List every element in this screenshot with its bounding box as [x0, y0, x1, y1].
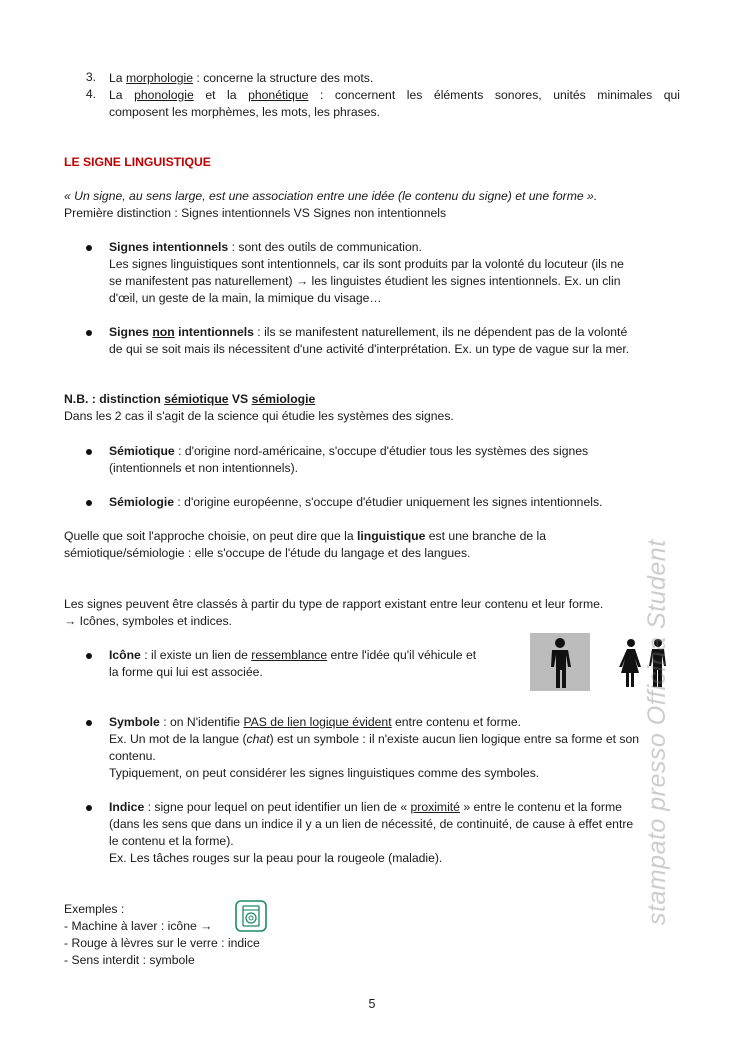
list-item-morphologie: La morphologie : concerne la structure des mots. [109, 71, 374, 85]
term-morphologie: morphologie [125, 71, 194, 85]
term-linguistique: linguistique [357, 529, 426, 543]
term-non: non [152, 325, 175, 339]
classification-line1: Les signes peuvent être classés à partir du type de rapport existant entre leur contenu et leur forme. [64, 597, 604, 611]
term-pas-de-lien: PAS de lien logique évident [243, 715, 392, 729]
semiotique-line2: (intentionnels et non intentionnels). [109, 461, 299, 475]
term-phonologie: phonologie [134, 88, 194, 102]
intentionnels-line4: d'œil, un geste de la main, la mimique du visage… [109, 291, 382, 305]
linguistique-line2: sémiotique/sémiologie : elle s'occupe de l'étude du langage et des langues. [64, 546, 471, 560]
classification-line2: → Icônes, symboles et indices. [64, 614, 232, 628]
term-semiotique: sémiotique [164, 392, 229, 406]
section-title: LE SIGNE LINGUISTIQUE [64, 155, 211, 169]
linguistique-line1: Quelle que soit l'approche choisie, on peut dire que la linguistique est une branche de la [64, 529, 546, 543]
indice-line2: (dans les sens que dans un indice il y a un lien de nécessité, de continuité, de cause à effet entre [109, 817, 634, 831]
term-semiologie: sémiologie [251, 392, 316, 406]
list-number-4: 4. [85, 87, 96, 101]
list-item-phonologie-line2: composent les morphèmes, les mots, les phrases. [109, 105, 380, 119]
term-proximite: proximité [410, 800, 460, 814]
indice-line4: Ex. Les tâches rouges sur la peau pour la rougeole (maladie). [109, 851, 443, 865]
non-intentionnels-line2: de qui se soit mais ils nécessitent d'une activité d'interprétation. Ex. un type de vague sur la mer. [109, 342, 630, 356]
indice-line1: Indice : signe pour lequel on peut identifier un lien de « proximité » entre le contenu et la forme [109, 800, 622, 814]
intentionnels-line2: Les signes linguistiques sont intentionnels, car ils sont produits par la volonté du locuteur (ils ne [109, 257, 624, 271]
bullet-indice [86, 805, 92, 811]
symbole-line4: Typiquement, on peut considérer les signes linguistiques comme des symboles. [109, 766, 540, 780]
exemple-machine: - Machine à laver : icône → [64, 919, 213, 933]
first-distinction: Première distinction : Signes intentionnels VS Signes non intentionnels [64, 206, 447, 220]
washing-machine-icon [235, 900, 267, 932]
bullet-icone [86, 653, 92, 659]
non-intentionnels-line1: Signes non intentionnels : ils se manifestent naturellement, ils ne dépendent pas de la volonté [109, 325, 628, 339]
intentionnels-line3: se manifestent pas naturellement) → les linguistes étudient les signes intentionnels. Ex. un clin [109, 274, 621, 288]
person-pictogram-icon [530, 633, 590, 691]
list-item-phonologie: La phonologie et la phonétique : concernent les éléments sonores, unités minimales qui [109, 88, 680, 102]
symbole-line1: Symbole : on N'identifie PAS de lien logique évident entre contenu et forme. [109, 715, 522, 729]
icone-line1: Icône : il existe un lien de ressemblance entre l'idée qu'il véhicule et [109, 648, 477, 662]
list-number-3: 3. [85, 70, 96, 84]
icone-line2: la forme qui lui est associée. [109, 665, 263, 679]
bullet-semiologie [86, 500, 92, 506]
page-number: 5 [368, 997, 376, 1011]
definition-quote: « Un signe, au sens large, est une association entre une idée (le contenu du signe) et une forme ». [64, 189, 598, 203]
intentionnels-line1: Signes intentionnels : sont des outils de communication. [109, 240, 422, 254]
exemples-title: Exemples : [64, 902, 125, 916]
symbole-line3: contenu. [109, 749, 156, 763]
semiologie-line1: Sémiologie : d'origine européenne, s'occupe d'étudier uniquement les signes intentionnels. [109, 495, 603, 509]
nb-heading: N.B. : distinction sémiotique VS sémiologie [64, 392, 316, 406]
bullet-symbole [86, 720, 92, 726]
exemple-rouge: - Rouge à lèvres sur le verre : indice [64, 936, 260, 950]
indice-line3: le contenu et la forme). [109, 834, 234, 848]
bullet-intentionnels [86, 245, 92, 251]
bullet-non-intentionnels [86, 330, 92, 336]
exemple-sens-interdit: - Sens interdit : symbole [64, 953, 195, 967]
term-signes-intentionnels: Signes intentionnels [109, 240, 229, 254]
watermark: stampato presso Officina Student [643, 539, 671, 925]
symbole-line2: Ex. Un mot de la langue (chat) est un symbole : il n'existe aucun lien logique entre sa forme et son [109, 732, 640, 746]
nb-line2: Dans les 2 cas il s'agit de la science qui étudie les systèmes des signes. [64, 409, 454, 423]
semiotique-line1: Sémiotique : d'origine nord-américaine, s'occupe d'étudier tous les systèmes des signes [109, 444, 589, 458]
term-phonetique: phonétique [248, 88, 309, 102]
term-ressemblance: ressemblance [251, 648, 328, 662]
bullet-semiotique [86, 449, 92, 455]
